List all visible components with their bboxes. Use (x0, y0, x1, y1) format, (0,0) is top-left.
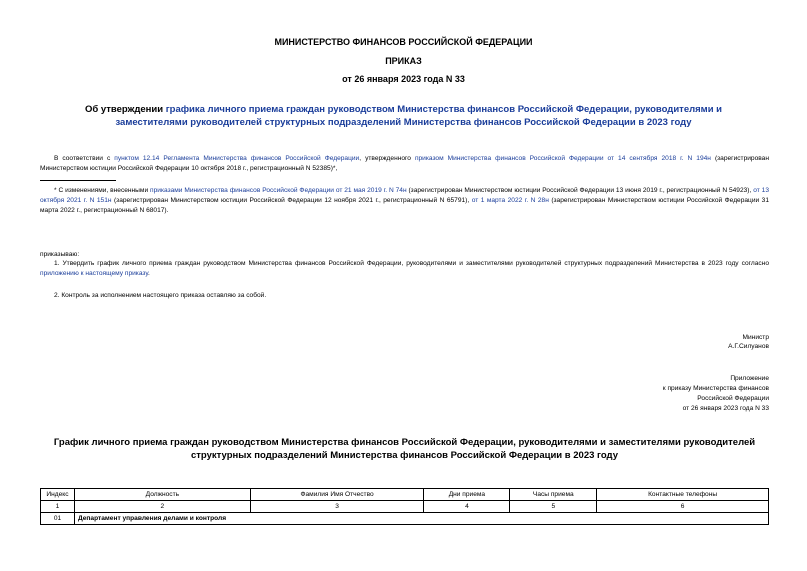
footnote-separator (40, 180, 116, 181)
footnote-paragraph (40, 186, 769, 216)
row-index-cell: 01 (41, 513, 75, 525)
preamble-paragraph (40, 154, 769, 174)
header-cell-phones: Контактные телефоны (597, 489, 769, 501)
order-74n-link[interactable]: приказами Министерства финансов Российской Федерации от 21 мая 2019 г. N 74н (150, 187, 407, 194)
header-cell-fullname: Фамилия Имя Отчество (250, 489, 424, 501)
schedule-table (40, 488, 769, 525)
order-item-1-end: . (148, 270, 150, 277)
header-cell-days: Дни приема (424, 489, 510, 501)
signature-name: А.Г.Силуанов (728, 343, 769, 350)
appendix-line-4: от 26 января 2023 года N 33 (682, 405, 769, 412)
order-title-link[interactable]: графика личного приема граждан руководством Министерства финансов Российской Федерации, руководителями и заместителями руководителей структурных подразделений Министерства финансов Российской Федерации в 2023 году (115, 104, 723, 128)
prikazyvayu-text: приказываю: (40, 251, 80, 258)
doc-date-number: от 26 января 2023 года N 33 (342, 74, 465, 84)
header-cell-hours: Часы приема (510, 489, 597, 501)
appendix-line-3: Российской Федерации (697, 395, 769, 402)
preamble-text-2: , утвержденного (359, 155, 415, 162)
number-cell: 5 (510, 501, 597, 513)
appendix-link[interactable]: приложению к настоящему приказу (40, 270, 149, 277)
order-28n-link[interactable]: от 1 марта 2022 г. N 28н (471, 197, 549, 204)
schedule-title: График личного приема граждан руководством Министерства финансов Российской Федерации, руководителями и заместителями руководителей структурных подразделений Министерства финансов Российской Федерации в 2023 году (53, 437, 756, 461)
number-cell: 4 (424, 501, 510, 513)
appendix-line-2: к приказу Министерства финансов (662, 385, 769, 392)
department-cell: Департамент управления делами и контроля (74, 513, 768, 525)
preamble-text-1: В соответствии с (54, 155, 115, 162)
number-cell: 2 (74, 501, 250, 513)
order-item-1-text: 1. Утвердить график личного приема граждан руководством Министерства финансов Российской Федерации, руководителями и заместителями руководителей структурных подразделений Министерства в 2023 году согласно (54, 260, 769, 267)
regulation-link[interactable]: пунктом 12.14 Регламента Министерства финансов Российской Федерации (114, 155, 360, 162)
footnote-text-2: (зарегистрирован Министерством юстиции Российской Федерации 13 июня 2019 г., регистрационный N 54923), (406, 187, 754, 194)
footnote-text-4: (зарегистрирован Министерством юстиции Российской Федерации 31 марта 2022 г., регистрационный N 68017). (40, 197, 769, 214)
order-item-2: 2. Контроль за исполнением настоящего приказа оставляю за собой. (54, 292, 267, 299)
header-cell-position: Должность (74, 489, 250, 501)
order-title (70, 103, 737, 129)
appendix-label: Приложение (730, 375, 769, 382)
header-cell-index: Индекс (41, 489, 75, 501)
order-item-1 (40, 259, 769, 279)
table-header-row (41, 489, 769, 501)
footnote-text-3: (зарегистрирован Министерством юстиции Российской Федерации 12 ноября 2021 г., регистрационный N 65791), (111, 197, 472, 204)
ministry-heading: МИНИСТЕРСТВО ФИНАНСОВ РОССИЙСКОЙ ФЕДЕРАЦИИ (274, 37, 533, 47)
table-row (41, 513, 769, 525)
number-cell: 6 (597, 501, 769, 513)
signature-position: Министр (742, 334, 769, 341)
order-title-prefix: Об утверждении (84, 104, 166, 115)
table-number-row (41, 501, 769, 513)
order-151n-link[interactable]: от 13 октября 2021 г. N 151н (40, 187, 769, 204)
order-194n-link[interactable]: приказом Министерства финансов Российской Федерации от 14 сентября 2018 г. N 194н (414, 155, 711, 162)
preamble-text-3: (зарегистрирован Министерством юстиции Российской Федерации 10 октября 2018 г., регистрационный N 52385)*, (40, 155, 769, 172)
footnote-text-1: * С изменениями, внесенными (54, 187, 151, 194)
number-cell: 3 (250, 501, 424, 513)
number-cell: 1 (41, 501, 75, 513)
doc-type-heading: ПРИКАЗ (385, 56, 422, 66)
